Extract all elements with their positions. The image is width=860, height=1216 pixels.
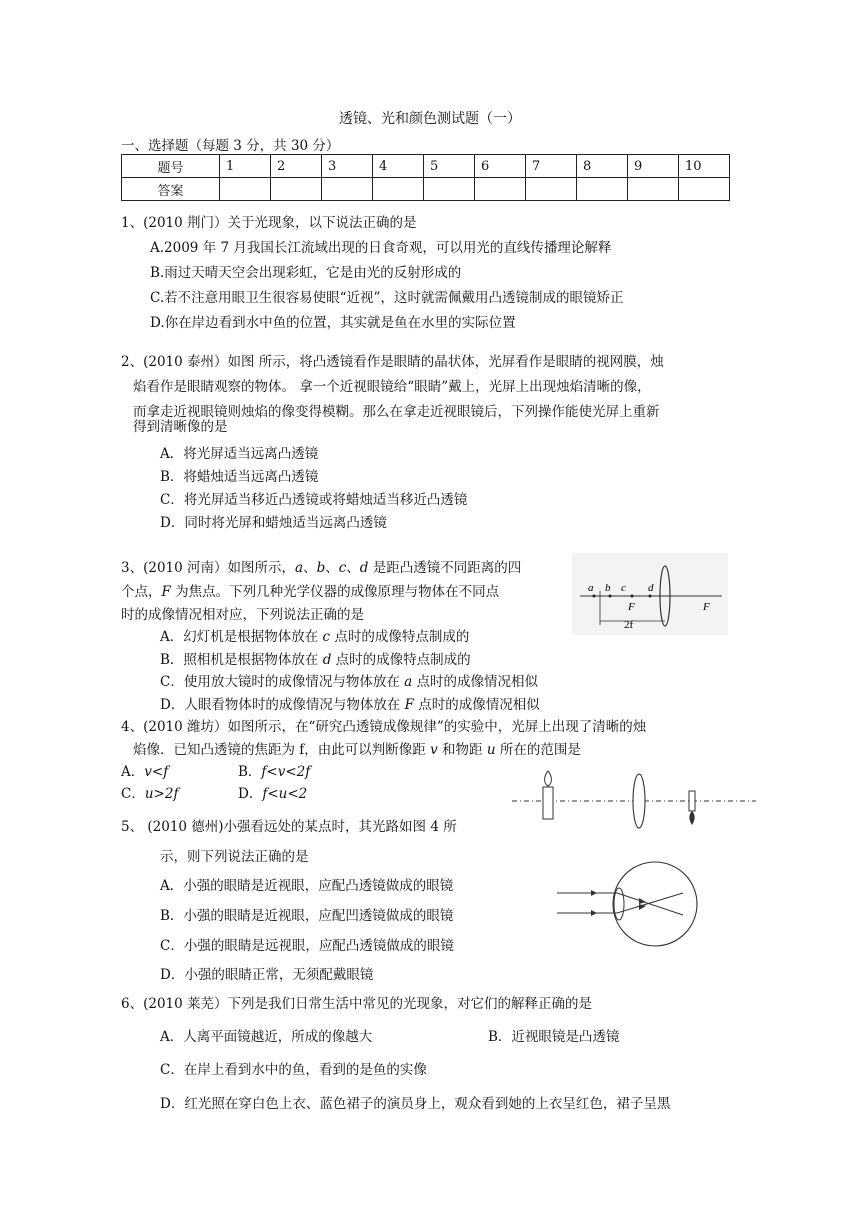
opt-letter: D． <box>238 786 263 802</box>
answer-cell[interactable] <box>220 178 271 201</box>
q2-line3: 而拿走近视眼镜则烛焰的像变得模糊。那么在拿走近视眼镜后，下列操作能使光屏上重新 <box>133 404 660 420</box>
table-cell: 8 <box>577 155 628 178</box>
sep: 、 <box>303 560 317 576</box>
q3-option-b <box>160 648 471 668</box>
point-a <box>593 595 596 598</box>
q3-text: 3、(2010 河南）如图所示， <box>121 560 296 576</box>
q1-stem: 1、(2010 荆门）关于光现象，以下说法正确的是 <box>121 215 417 231</box>
var-c: c <box>338 560 347 576</box>
q6-option-c: C．在岸上看到水中的鱼，看到的是鱼的实像 <box>160 1062 427 1078</box>
point-b <box>609 595 612 598</box>
answer-cell[interactable] <box>577 178 628 201</box>
label-b: b <box>605 582 611 594</box>
sep: 、 <box>346 560 360 576</box>
q2-option-c: C．将光屏适当移近凸透镜或将蜡烛适当移近凸透镜 <box>160 492 468 508</box>
answer-cell[interactable] <box>475 178 526 201</box>
table-cell: 1 <box>220 155 271 178</box>
label-a: a <box>588 582 594 594</box>
candle-flame <box>545 771 552 786</box>
table-cell: 6 <box>475 155 526 178</box>
opt-expr: u>2f <box>144 786 179 802</box>
q4-line2 <box>133 738 581 758</box>
q5-line1: 5、 (2010 德州)小强看远处的某点时，其光路如图 4 所 <box>121 819 457 835</box>
var-F: F <box>404 697 414 713</box>
point-F-left <box>631 595 634 598</box>
label-F-left: F <box>628 601 635 613</box>
q4-text: 焰像．已知凸透镜的焦距为 f，由此可以判断像距 <box>133 742 431 758</box>
opt-letter: C． <box>121 786 145 802</box>
eyeball <box>613 862 697 946</box>
label-F-right: F <box>703 601 710 613</box>
q6-option-d: D．红光照在穿白色上衣、蓝色裙子的演员身上，观众看到她的上衣呈红色，裙子呈黑 <box>160 1096 671 1112</box>
q2-option-a: A．将光屏适当远离凸透镜 <box>160 446 319 462</box>
q6-option-a: A．人离平面镜越近，所成的像越大 <box>160 1029 373 1045</box>
q3-text: 为焦点。下列几种光学仪器的成像原理与物体在不同点 <box>170 584 500 600</box>
table-row <box>122 155 730 178</box>
var-c: c <box>322 629 331 645</box>
q3-option-d <box>160 693 540 713</box>
opt-text: D．人眼看物体时的成像情况与物体放在 <box>160 697 405 713</box>
table-cell: 2 <box>271 155 322 178</box>
row-label-number: 题号 <box>122 155 220 178</box>
screen-stand <box>689 791 695 811</box>
q4-option-b <box>238 760 310 780</box>
sep: 、 <box>325 560 339 576</box>
q2-line2: 焰看作是眼睛观察的物体。 拿一个近视眼镜给“眼睛”戴上，光屏上出现烛焰清晰的像， <box>133 379 651 395</box>
q5-option-a: A．小强的眼睛是近视眼，应配凸透镜做成的眼镜 <box>160 878 454 894</box>
q6-stem: 6、(2010 莱芜）下列是我们日常生活中常见的光现象，对它们的解释正确的是 <box>121 996 593 1012</box>
opt-text: B．照相机是根据物体放在 <box>160 652 323 668</box>
answer-cell[interactable] <box>322 178 373 201</box>
answer-cell[interactable] <box>373 178 424 201</box>
q4-option-d <box>238 782 307 802</box>
answer-cell[interactable] <box>628 178 679 201</box>
table-row <box>122 178 730 201</box>
var-a: a <box>295 560 304 576</box>
opt-expr: v<f <box>144 764 169 780</box>
q3-line1 <box>121 556 521 576</box>
opt-text: C．使用放大镜时的成像情况与物体放在 <box>160 674 405 690</box>
q1-option-b: B.雨过天晴天空会出现彩虹，它是由光的反射形成的 <box>150 265 462 281</box>
answer-cell[interactable] <box>679 178 730 201</box>
opt-expr: f<u<2 <box>262 786 308 802</box>
q3-text: 是距凸透镜不同距离的四 <box>368 560 522 576</box>
var-a: a <box>404 674 413 690</box>
label-c: c <box>621 582 626 594</box>
row-label-answer: 答案 <box>122 178 220 201</box>
figure-background <box>572 553 728 635</box>
answer-table <box>121 154 730 201</box>
q5-line2: 示，则下列说法正确的是 <box>160 849 309 865</box>
var-v: v <box>430 742 438 758</box>
q5-option-c: C．小强的眼睛是远视眼，应配凸透镜做成的眼镜 <box>160 938 454 954</box>
q5-option-b: B．小强的眼睛是近视眼，应配凹透镜做成的眼镜 <box>160 908 454 924</box>
q4-option-a <box>121 760 168 780</box>
table-cell: 4 <box>373 155 424 178</box>
table-cell: 3 <box>322 155 373 178</box>
point-d <box>649 595 652 598</box>
var-u: u <box>486 742 496 758</box>
table-cell: 7 <box>526 155 577 178</box>
table-cell: 9 <box>628 155 679 178</box>
opt-letter: A． <box>121 764 145 780</box>
inverted-flame-image <box>689 811 694 825</box>
table-cell: 10 <box>679 155 730 178</box>
q1-option-d: D.你在岸边看到水中鱼的位置，其实就是鱼在水里的实际位置 <box>150 315 516 331</box>
q5-eye-figure <box>553 860 701 948</box>
arrow-icon <box>591 890 597 896</box>
q6-option-b: B．近视眼镜是凸透镜 <box>488 1029 620 1045</box>
label-d: d <box>648 582 654 594</box>
q3-option-c <box>160 670 538 690</box>
answer-cell[interactable] <box>271 178 322 201</box>
q3-text: 个点， <box>121 584 162 600</box>
q3-line3: 时的成像情况相对应，下列说法正确的是 <box>121 607 364 623</box>
var-d: d <box>322 652 332 668</box>
answer-cell[interactable] <box>424 178 475 201</box>
q4-text: 所在的范围是 <box>495 742 581 758</box>
q5-option-d: D．小强的眼睛正常，无须配戴眼镜 <box>160 967 374 983</box>
q2-option-b: B．将蜡烛适当远离凸透镜 <box>160 469 319 485</box>
opt-expr: f<v<2f <box>261 764 311 780</box>
q4-text: 和物距 <box>437 742 487 758</box>
section-heading: 一、选择题（每题 3 分，共 30 分） <box>121 138 340 154</box>
table-cell: 5 <box>424 155 475 178</box>
var-b: b <box>316 560 326 576</box>
q4-line1: 4、(2010 潍坊）如图所示，在“研究凸透镜成像规律”的实验中，光屏上出现了清晰的烛 <box>121 719 647 735</box>
q3-option-a <box>160 625 469 645</box>
arrow-icon <box>591 910 597 916</box>
opt-text: 点时的成像情况相似 <box>412 674 538 690</box>
opt-letter: B． <box>238 764 262 780</box>
page-title: 透镜、光和颜色测试题（一） <box>339 111 521 127</box>
q2-line4: 得到清晰像的是 <box>133 419 228 435</box>
opt-text: 点时的成像特点制成的 <box>331 652 471 668</box>
var-F: F <box>161 584 171 600</box>
opt-text: 点时的成像情况相似 <box>414 697 540 713</box>
var-d: d <box>359 560 369 576</box>
label-2f: 2f <box>624 619 634 631</box>
answer-cell[interactable] <box>526 178 577 201</box>
q1-option-c: C.若不注意用眼卫生很容易使眼“近视”，这时就需佩戴用凸透镜制成的眼镜矫正 <box>150 290 624 306</box>
q2-line1: 2、(2010 泰州）如图 所示，将凸透镜看作是眼睛的晶状体，光屏看作是眼睛的视网膜，烛 <box>121 354 664 370</box>
convex-lens <box>633 774 645 828</box>
q1-option-a: A.2009 年 7 月我国长江流域出现的日食奇观，可以用光的直线传播理论解释 <box>150 240 612 256</box>
arrow-icon <box>639 898 646 904</box>
q3-line2 <box>121 580 499 600</box>
q4-option-c <box>121 782 178 802</box>
q4-experiment-figure <box>512 765 758 831</box>
opt-text: A．幻灯机是根据物体放在 <box>160 629 323 645</box>
q2-option-d: D．同时将光屏和蜡烛适当远离凸透镜 <box>160 515 387 531</box>
candle-body <box>543 787 553 819</box>
q3-lens-figure <box>572 553 728 635</box>
opt-text: 点时的成像特点制成的 <box>330 629 470 645</box>
